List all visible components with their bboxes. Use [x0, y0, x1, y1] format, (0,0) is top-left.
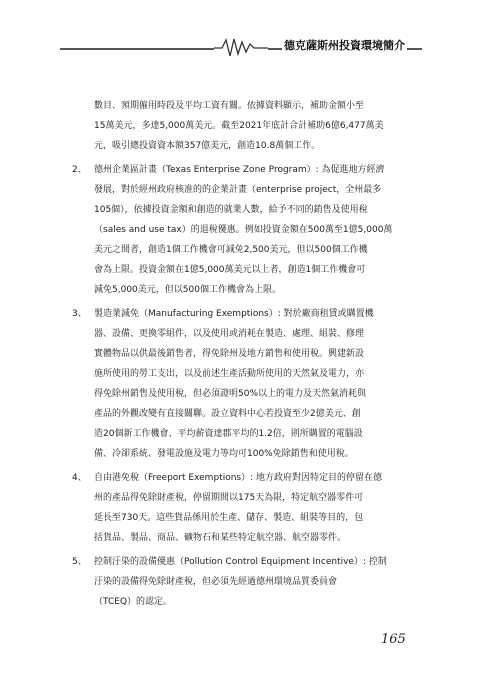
text-line: 元，吸引總投資資本額357億美元，創造10.8萬個工作。 — [94, 141, 321, 151]
text-line: 控制汙染的設備優惠（Pollution Control Equipment Incentive）: 控制 — [94, 557, 387, 567]
list-item-number: 4、 — [72, 473, 87, 483]
header-title: 德克薩斯州投資環境簡介 — [284, 39, 405, 52]
text-line: 器、設備、更換零組件，以及使用或消耗在製造、處理、組裝、修理 — [94, 329, 365, 339]
list-item — [72, 552, 420, 612]
text-line: （sales and use tax）的退稅優惠。例如投資金額在500萬至1億5,000萬 — [94, 225, 393, 235]
list-item-number: 3、 — [72, 309, 87, 319]
list-item — [72, 160, 420, 300]
text-line: 15萬美元，多達5,000萬美元。截至2021年底計合計補助6億6,477萬美 — [94, 121, 384, 131]
list-item — [72, 304, 420, 464]
text-line: 數目、預期僱用時段及平均工資有關。依據資料顯示，補助金額小至 — [94, 101, 365, 111]
text-line: 州的產品得免除財產稅，停留期間以175天為限，特定航空器零件可 — [94, 493, 364, 503]
text-line: （TCEQ）的認定。 — [94, 597, 173, 607]
list-item-number: 5、 — [72, 557, 87, 567]
intro-paragraph — [94, 96, 420, 156]
page-number: 165 — [381, 632, 406, 647]
text-line: 施所使用的勞工支出，以及前述生產活動所使用的天然氣及電力，亦 — [94, 369, 365, 379]
text-line: 得免除州銷售及使用稅，但必須證明50%以上的電力及天然氣消耗與 — [94, 389, 367, 399]
text-line: 汙染的設備得免除財產稅，但必須先經過德州環境品質委員會 — [94, 577, 338, 587]
text-line: 備、冷卻系統、發電設施及電力等均可100%免除銷售和使用稅。 — [94, 449, 354, 459]
text-line: 造20個新工作機會、平均薪資達郡平均的1.2倍，則所購置的電腦設 — [94, 429, 363, 439]
text-line: 德州企業區計畫（Texas Enterprise Zone Program）: 為促進地方經濟 — [94, 165, 385, 175]
list-item-number: 2、 — [72, 165, 87, 175]
text-line: 括貨品、製品、商品、礦物石和某些特定航空器、航空器零件。 — [94, 533, 347, 543]
document-body — [72, 96, 420, 612]
text-line: 發展，對於經州政府核准的的企業計畫（enterprise project，全州最多 — [94, 185, 382, 195]
text-line: 實體物品以供最後銷售者，得免除州及地方銷售和使用稅。興建新設 — [94, 349, 365, 359]
numbered-list — [72, 160, 420, 612]
text-line: 美元之間者，創造1個工作機會可減免2,500美元，但以500個工作機 — [94, 245, 368, 255]
text-line: 產品的外觀改變有直接關聯。設立資料中心若投資至少2億美元、創 — [94, 409, 361, 419]
text-line: 製造業減免（Manufacturing Exemptions）: 對於廠商租賃或購置機 — [94, 309, 374, 319]
text-line: 105個），依據投資金額和創造的就業人數，給予不同的銷售及使用稅 — [94, 205, 368, 215]
text-line: 減免5,000美元，但以500個工作機會為上限。 — [94, 285, 281, 295]
text-line: 會為上限。投資金額在1億5,000萬美元以上者，創造1個工作機會可 — [94, 265, 366, 275]
heartbeat-icon — [214, 36, 268, 58]
list-item — [72, 468, 420, 548]
text-line: 自由港免稅（Freeport Exemptions）: 地方政府對因特定目的停留在德 — [94, 473, 382, 483]
text-line: 延長至730天。這些貨品係用於生產、儲存、製造、組裝等目的，包 — [94, 513, 364, 523]
